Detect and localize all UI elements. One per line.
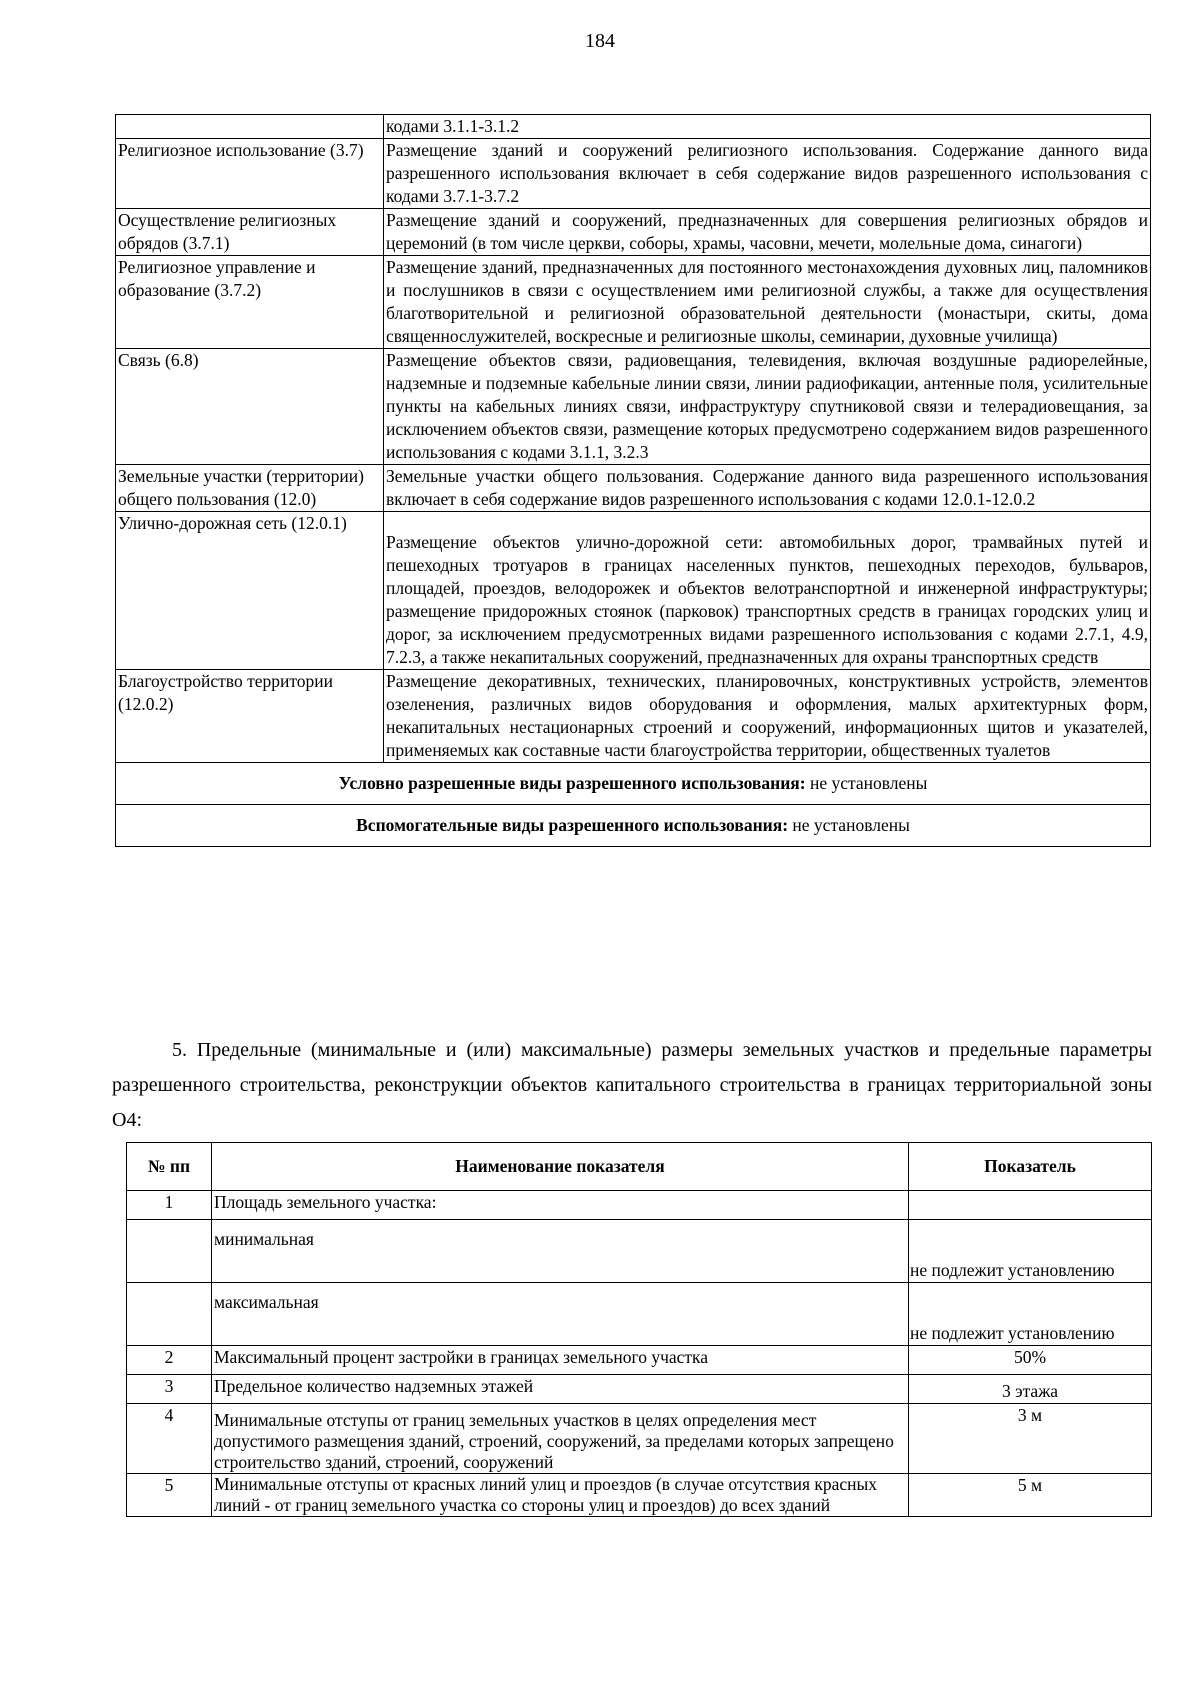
table-row: [116, 115, 1151, 139]
use-description-cell: Размещение объектов улично-дорожной сети: автомобильных дорог, трамвайных путей и пешеходных тротуаров в границах населенных пунктов, пешеходных переходов, бульваров, площадей, проездов, велодорожек и объектов велотранспортной и инженерной инфраструктуры; размещение придорожных стоянок (парковок) транспортных средств в границах городских улиц и дорог, за исключением предусмотренных видами разрешенного использования с кодами 2.7.1, 4.9, 7.2.3, а также некапитальных сооружений, предназначенных для охраны транспортных средств: [384, 512, 1151, 670]
table-row: [127, 1375, 1152, 1404]
parameters-table: [126, 1142, 1152, 1517]
row-number: 3: [127, 1375, 212, 1404]
use-name-cell: Осуществление религиозных обрядов (3.7.1): [116, 209, 384, 256]
use-description-cell: Размещение зданий и сооружений, предназначенных для совершения религиозных обрядов и церемоний (в том числе церкви, соборы, храмы, часовни, мечети, молельные дома, синагоги): [384, 209, 1151, 256]
table-row: [116, 670, 1151, 763]
row-number: 4: [127, 1404, 212, 1474]
use-description-cell: Размещение зданий, предназначенных для постоянного местонахождения духовных лиц, паломников и послушников в связи с осуществлением ими религиозной службы, а также для осуществления благотворительной и религиозной образовательной деятельности (монастыри, скиты, дома священнослужителей, воскресные и религиозные школы, семинарии, духовные училища): [384, 256, 1151, 349]
use-description-cell: Земельные участки общего пользования. Содержание данного вида разрешенного использования включает в себя содержание видов разрешенного использования с кодами 12.0.1-12.0.2: [384, 465, 1151, 512]
auxiliary-uses-label: Вспомогательные виды разрешенного использования:: [356, 815, 789, 835]
auxiliary-uses-value: не установлены: [788, 815, 910, 835]
indicator-name: Площадь земельного участка:: [212, 1191, 909, 1220]
conditional-uses-value: не установлены: [805, 773, 928, 793]
table-row: [127, 1220, 1152, 1283]
indicator-value: не подлежит установлению: [909, 1283, 1152, 1346]
table-row: [127, 1283, 1152, 1346]
conditional-uses-row: [116, 763, 1151, 805]
row-number: [127, 1220, 212, 1283]
header-indicator-name: Наименование показателя: [212, 1143, 909, 1191]
indicator-value: 3 этажа: [909, 1375, 1152, 1404]
conditional-uses-label: Условно разрешенные виды разрешенного использования:: [338, 773, 806, 793]
row-number: 1: [127, 1191, 212, 1220]
use-name-cell: Благоустройство территории (12.0.2): [116, 670, 384, 763]
indicator-name: максимальная: [212, 1283, 909, 1346]
indicator-value: не подлежит установлению: [909, 1220, 1152, 1283]
row-number: 5: [127, 1474, 212, 1517]
indicator-value: 3 м: [909, 1404, 1152, 1474]
use-name-cell: Улично-дорожная сеть (12.0.1): [116, 512, 384, 670]
table-row: [116, 139, 1151, 209]
use-description-cell: Размещение декоративных, технических, планировочных, конструктивных устройств, элементов озеленения, различных видов оборудования и оформления, малых архитектурных форм, некапитальных нестационарных строений и сооружений, информационных щитов и указателей, применяемых как составные части благоустройства территории, общественных туалетов: [384, 670, 1151, 763]
use-name-cell: Земельные участки (территории) общего пользования (12.0): [116, 465, 384, 512]
table-row: [127, 1191, 1152, 1220]
table-row: [116, 465, 1151, 512]
table-header-row: [127, 1143, 1152, 1191]
table-row: [127, 1346, 1152, 1375]
indicator-value: [909, 1191, 1152, 1220]
header-number: № пп: [127, 1143, 212, 1191]
table-row: [116, 512, 1151, 670]
use-name-cell: Связь (6.8): [116, 349, 384, 465]
table-row: [116, 256, 1151, 349]
use-description-cell: кодами 3.1.1-3.1.2: [384, 115, 1151, 139]
header-indicator-value: Показатель: [909, 1143, 1152, 1191]
use-name-cell: Религиозное использование (3.7): [116, 139, 384, 209]
table-row: [127, 1404, 1152, 1474]
indicator-value: 50%: [909, 1346, 1152, 1375]
indicator-name: Минимальные отступы от границ земельных участков в целях определения мест допустимого размещения зданий, строений, сооружений, за пределами которых запрещено строительство зданий, строений, сооружений: [212, 1404, 909, 1474]
indicator-name: Предельное количество надземных этажей: [212, 1375, 909, 1404]
page-number: 184: [585, 30, 615, 52]
indicator-value: 5 м: [909, 1474, 1152, 1517]
use-description-cell: Размещение объектов связи, радиовещания, телевидения, включая воздушные радиорелейные, надземные и подземные кабельные линии связи, линии радиофикации, антенные поля, усилительные пункты на кабельных линиях связи, инфраструктуру спутниковой связи и телерадиовещания, за исключением объектов связи, размещение которых предусмотрено содержанием видов разрешенного использования с кодами 3.1.1, 3.2.3: [384, 349, 1151, 465]
use-description-cell: Размещение зданий и сооружений религиозного использования. Содержание данного вида разрешенного использования включает в себя содержание видов разрешенного использования с кодами 3.7.1-3.7.2: [384, 139, 1151, 209]
section-5-paragraph: 5. Предельные (минимальные и (или) максимальные) размеры земельных участков и предельные параметры разрешенного строительства, реконструкции объектов капитального строительства в границах территориальной зоны О4:: [112, 1039, 1152, 1131]
indicator-name: Максимальный процент застройки в границах земельного участка: [212, 1346, 909, 1375]
use-name-cell: Религиозное управление и образование (3.7.2): [116, 256, 384, 349]
auxiliary-uses-row: [116, 805, 1151, 847]
row-number: [127, 1283, 212, 1346]
indicator-name: минимальная: [212, 1220, 909, 1283]
use-name-cell: [116, 115, 384, 139]
table-row: [116, 349, 1151, 465]
indicator-name: Минимальные отступы от красных линий улиц и проездов (в случае отсутствия красных линий - от границ земельного участка со стороны улиц и проездов) до всех зданий: [212, 1474, 909, 1517]
permitted-uses-table: [115, 114, 1151, 847]
table-row: [127, 1474, 1152, 1517]
table-row: [116, 209, 1151, 256]
row-number: 2: [127, 1346, 212, 1375]
